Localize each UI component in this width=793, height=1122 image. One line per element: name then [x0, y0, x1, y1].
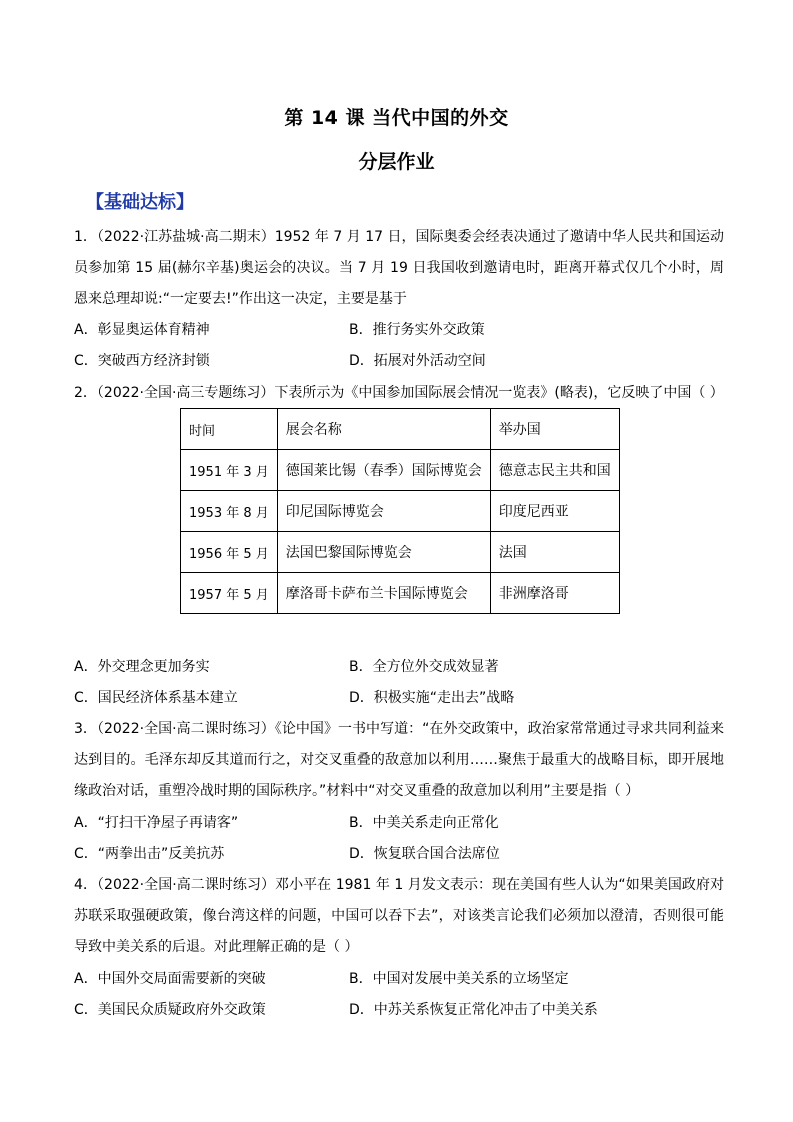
question-2-stem: 2．（2022·全国·高三专题练习）下表所示为《中国参加国际展会情况一览表》(略表)，它反映了中国（ ） [74, 385, 724, 401]
question-1-stem: 1．（2022·江苏盐城·高二期末）1952 年 7 月 17 日，国际奥委会经表决通过了邀请中华人民共和国运动员参加第 15 届(赫尔辛基)奥运会的决议。当 7 月 19 日我国收到邀请电时，距离开幕式仅几个小时，周恩来总理却说:“一定要去!”作出这一决定，主要是基于 [74, 229, 724, 307]
question-3-option-c: C．“两拳出击”反美抗苏 [74, 846, 225, 862]
question-2-option-b: B．全方位外交成效显著 [349, 659, 499, 675]
worksheet-subtitle: 分层作业 [358, 151, 435, 173]
question-2-option-c: C．国民经济体系基本建立 [74, 690, 238, 706]
table-row [181, 573, 620, 614]
question-3-option-a: A．“打扫干净屋子再请客” [74, 815, 239, 831]
table-row [181, 450, 620, 491]
table-header-row [181, 409, 620, 450]
question-1-option-b: B．推行务实外交政策 [349, 322, 485, 338]
section-heading: 【基础达标】 [86, 192, 194, 213]
table-header-cell: 时间 [181, 409, 278, 450]
question-1-option-a: A．彰显奥运体育精神 [74, 322, 210, 338]
question-1-option-d: D．拓展对外活动空间 [349, 353, 486, 369]
expo-table [180, 408, 620, 614]
table-cell-country: 法国 [490, 532, 619, 573]
question-3-option-b: B．中美关系走向正常化 [349, 815, 499, 831]
lesson-title: 第 14 课 当代中国的外交 [284, 107, 509, 129]
table-cell-country: 德意志民主共和国 [490, 450, 619, 491]
question-2-option-a: A．外交理念更加务实 [74, 659, 210, 675]
table-cell-expo: 德国莱比锡（春季）国际博览会 [277, 450, 490, 491]
question-3-option-d: D．恢复联合国合法席位 [349, 846, 500, 862]
table-cell-country: 印度尼西亚 [490, 491, 619, 532]
question-3-stem: 3．（2022·全国·高二课时练习）《论中国》一书中写道：“在外交政策中，政治家常常通过寻求共同利益来达到目的。毛泽东却反其道而行之，对交叉重叠的敌意加以利用……聚焦于最重大的战略目标，即开展地缘政治对话，重塑冷战时期的国际秩序。”材料中“对交叉重叠的敌意加以利用”主要是指（ ） [74, 721, 724, 799]
question-4-stem: 4．（2022·全国·高二课时练习）邓小平在 1981 年 1 月发文表示：现在美国有些人认为“如果美国政府对苏联采取强硬政策，像台湾这样的问题，中国可以吞下去”，对该类言论我们必须加以澄清，否则很可能导致中美关系的后退。对此理解正确的是（ ） [74, 877, 724, 955]
table-cell-expo: 法国巴黎国际博览会 [277, 532, 490, 573]
table-header-cell: 展会名称 [277, 409, 490, 450]
table-row [181, 491, 620, 532]
question-4-option-c: C．美国民众质疑政府外交政策 [74, 1002, 266, 1018]
table-cell-date: 1953 年 8 月 [181, 491, 278, 532]
table-cell-expo: 摩洛哥卡萨布兰卡国际博览会 [277, 573, 490, 614]
table-header-cell: 举办国 [490, 409, 619, 450]
table-row [181, 532, 620, 573]
table-cell-date: 1957 年 5 月 [181, 573, 278, 614]
question-4-option-d: D．中苏关系恢复正常化冲击了中美关系 [349, 1002, 598, 1018]
question-2-option-d: D．积极实施“走出去”战略 [349, 690, 515, 706]
table-cell-expo: 印尼国际博览会 [277, 491, 490, 532]
question-4-option-b: B．中国对发展中美关系的立场坚定 [349, 971, 569, 987]
table-cell-country: 非洲摩洛哥 [490, 573, 619, 614]
table-cell-date: 1956 年 5 月 [181, 532, 278, 573]
question-4-option-a: A．中国外交局面需要新的突破 [74, 971, 266, 987]
table-cell-date: 1951 年 3 月 [181, 450, 278, 491]
question-1-option-c: C．突破西方经济封锁 [74, 353, 210, 369]
